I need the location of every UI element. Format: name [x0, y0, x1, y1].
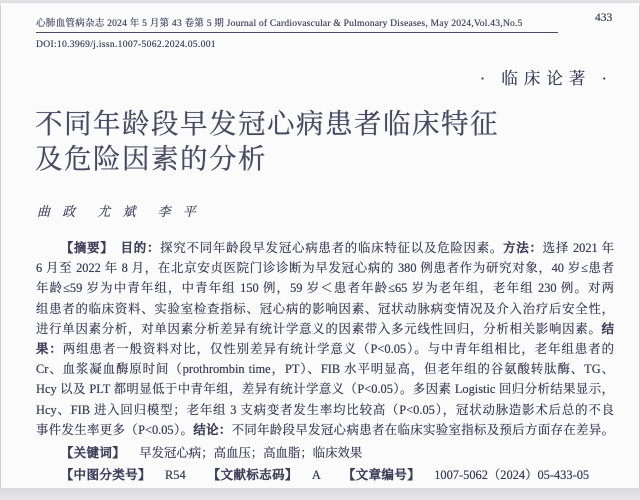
abstract: [36, 238, 614, 440]
abstract-line: [36, 299, 614, 319]
abstract-text-segment: 两组患者一般资料对比，仅性别差异有统计学意义（P<0.05）。与中青年组相比，老年组患者的: [62, 341, 614, 356]
abstract-bold-segment: 结: [601, 321, 614, 336]
abstract-line: [36, 420, 614, 440]
journal-header: [36, 15, 558, 33]
abstract-line: [36, 359, 614, 379]
doi-line: DOI:10.3969/j.issn.1007-5062.2024.05.001: [36, 39, 216, 50]
abstract-bold-segment: 目的：: [120, 241, 161, 255]
keywords-label: 【关键词】: [60, 446, 126, 460]
clc-value: R54: [165, 468, 186, 482]
clc-label: 【中图分类号】: [60, 468, 152, 482]
article-title-line1: 不同年龄段早发冠心病患者临床特征: [35, 108, 499, 139]
article-title-line2: 及危险因素的分析: [35, 143, 267, 174]
classification-line: [36, 465, 639, 485]
abstract-bold-segment: 果：: [36, 341, 63, 356]
journal-header-text: 心肺血管病杂志 2024 年 5 月第 43 卷第 5 期 Journal of Cardiovascular & Pulmonary Diseases, May 2024,Vol.43,No.5: [36, 18, 523, 29]
abstract-text-segment: 探究不同年龄段早发冠心病患者的临床特征以及危险因素。: [160, 241, 504, 255]
doc-code-value: A: [311, 468, 321, 482]
abstract-line: [36, 400, 614, 420]
abstract-text-segment: 6 月至 2022 年 8 月，在北京安贞医院门诊诊断为早发冠心病的 380 例患者作为研究对象，40 岁≤患者: [36, 261, 614, 276]
abstract-text-segment: 事件发生率更多（P<0.05）。: [36, 422, 194, 437]
doc-code-label: 【文献标志码】: [207, 468, 298, 482]
paper-page: [1, 3, 639, 488]
abstract-line: [36, 258, 614, 278]
abstract-line: [36, 278, 614, 298]
abstract-text-segment: 不同年龄段早发冠心病患者在临床实验室指标及预后方面存在差异。: [231, 422, 614, 437]
abstract-text-segment: Hcy 以及 PLT 都明显低于中青年组，差异有统计学意义（P<0.05）。多因素 Logistic 回归分析结果显示，: [36, 382, 614, 397]
abstract-text-segment: Hcy、FIB 进入回归模型；老年组 3 支病变者发生率均比较高（P<0.05），冠状动脉造影术后总的不良: [36, 402, 614, 417]
abstract-text-segment: Cr、血浆凝血酶原时间（prothrombin time，PT）、FIB 水平明显高，但老年组的谷氨酸转肽酶、TG、: [36, 362, 614, 377]
scan-edge: [0, 488, 640, 500]
abstract-text-segment: 组患者的临床资料、实验室检查指标、冠心病的影响因素、冠状动脉病变情况及介入治疗后安全性，: [36, 301, 614, 316]
abstract-line: [36, 339, 614, 359]
abstract-text-segment: 进行单因素分析，对单因素分析差异有统计学意义的因素带入多元线性回归，分析相关影响因素。: [36, 321, 602, 336]
authors: 曲 政 尤 斌 李 平: [37, 204, 201, 219]
article-no-value: 1007-5062（2024）05-433-05: [434, 468, 590, 482]
abstract-text-segment: 年龄≤59 岁为中青年组，中青年组 150 例，59 岁＜患者年龄≤65 岁为老年组，老年组 230 例。对两: [36, 281, 614, 296]
abstract-line: [36, 379, 614, 399]
page-number: 433: [595, 12, 613, 24]
article-title: [35, 106, 595, 176]
abstract-line: [36, 319, 614, 339]
article-no-label: 【文章编号】: [342, 468, 421, 482]
abstract-bold-segment: 结论：: [193, 422, 232, 437]
abstract-bold-segment: 方法：: [503, 241, 543, 255]
abstract-line: [36, 238, 614, 258]
keywords-text: 早发冠心病；高血压；高血脂；临床效果: [139, 446, 363, 460]
abstract-text-segment: 选择 2021 年: [542, 241, 614, 255]
keywords-line: [36, 443, 639, 463]
section-label: · 临床论著 ·: [479, 69, 613, 88]
abstract-bold-segment: 【摘要】: [60, 241, 121, 255]
